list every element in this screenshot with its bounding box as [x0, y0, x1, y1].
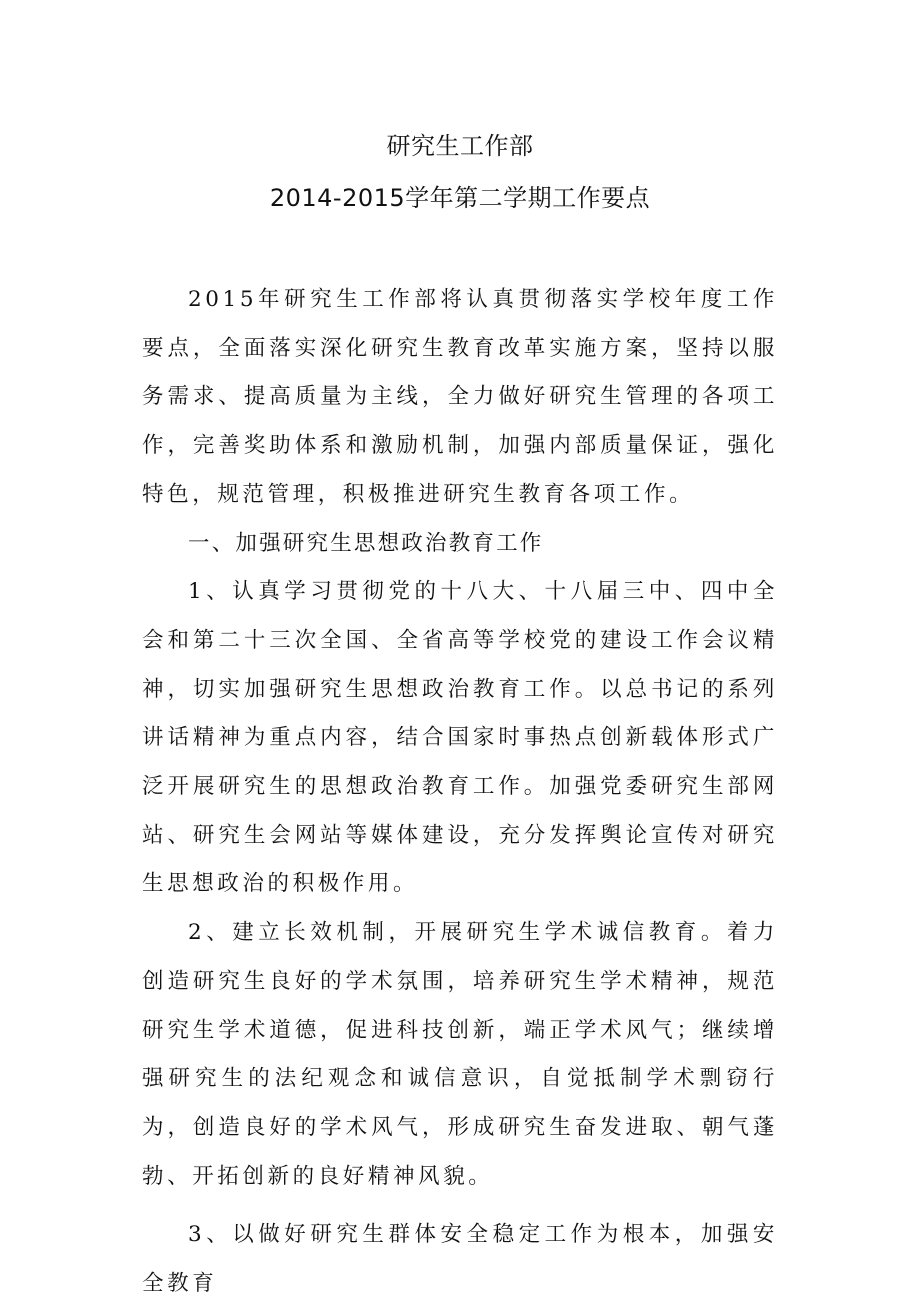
document-title: 研究生工作部 — [386, 132, 534, 160]
section-heading: 一、加强研究生思想政治教育工作 — [188, 530, 544, 556]
document-body — [142, 276, 778, 1309]
item-3-paragraph: 3、以做好研究生群体安全稳定工作为根本，加强安全教育 — [142, 1222, 778, 1297]
intro-paragraph: 2015年研究生工作部将认真贯彻落实学校年度工作要点，全面落实深化研究生教育改革实施方案，坚持以服务需求、提高质量为主线，全力做好研究生管理的各项工作，完善奖助体系和激励机制，加强内部质量保证，强化特色，规范管理，积极推进研究生教育各项工作。 — [142, 287, 778, 507]
item-2-paragraph: 2、建立长效机制，开展研究生学术诚信教育。着力创造研究生良好的学术氛围，培养研究生学术精神，规范研究生学术道德，促进科技创新，端正学术风气；继续增强研究生的法纪观念和诚信意识，自觉抵制学术剽窃行为，创造良好的学术风气，形成研究生奋发进取、朝气蓬勃、开拓创新的良好精神风貌。 — [142, 920, 778, 1189]
item-1-paragraph: 1、认真学习贯彻党的十八大、十八届三中、四中全会和第二十三次全国、全省高等学校党的建设工作会议精神，切实加强研究生思想政治教育工作。以总书记的系列讲话精神为重点内容，结合国家时事热点创新载体形式广泛开展研究生的思想政治教育工作。加强党委研究生部网站、研究生会网站等媒体建设，充分发挥舆论宣传对研究生思想政治的积极作用。 — [142, 579, 778, 897]
document-subtitle: 2014-2015学年第二学期工作要点 — [269, 184, 651, 212]
